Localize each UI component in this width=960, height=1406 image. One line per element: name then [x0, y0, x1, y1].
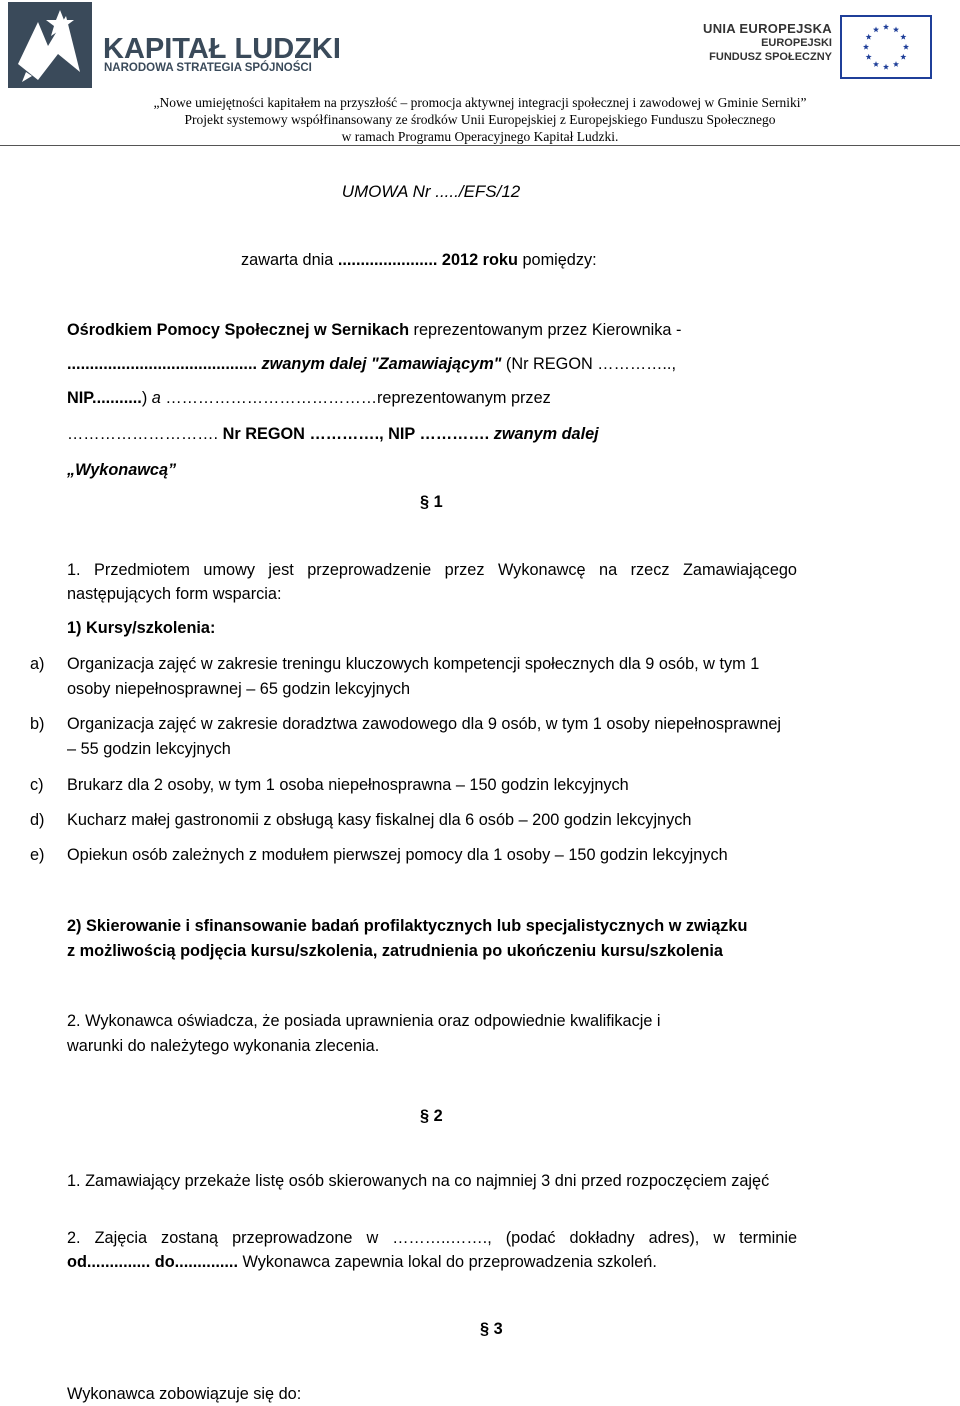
item-b-line1: Organizacja zajęć w zakresie doradztwa zawodowego dla 9 osób, w tym 1 osoby niepełnosprawnej	[67, 715, 782, 733]
project-info	[0, 94, 960, 145]
party3-regon-dots: ………….,	[309, 425, 384, 443]
party2-paren: )	[141, 389, 152, 407]
party1-regon-dots: …………..,	[597, 355, 676, 373]
project-line3: w ramach Programu Operacyjnego Kapitał Ludzki.	[341, 129, 619, 144]
contractor-label: „Wykonawcą”	[67, 461, 177, 479]
section-2-paragraph-2: 2. Zajęcia zostaną przeprowadzone w ………..……., (podać dokładny adres), w terminie	[67, 1229, 797, 1247]
date-fill: ......................	[337, 251, 438, 269]
item-b-label: b)	[30, 715, 45, 733]
party3-nip: NIP	[383, 425, 420, 443]
date-year: 2012 roku	[437, 251, 518, 269]
item-b-line2: – 55 godzin lekcyjnych	[67, 740, 231, 758]
section-2-heading: § 2	[420, 1107, 443, 1125]
section-1-paragraph-2-line1: 2. Wykonawca oświadcza, że posiada uprawnienia oraz odpowiednie kwalifikacje i	[67, 1012, 661, 1030]
eu-flag-icon	[840, 15, 932, 79]
project-line2: Projekt systemowy współfinansowany ze środków Unii Europejskiej z Europejskiego Funduszu Społecznego	[184, 112, 776, 127]
document-title: UMOWA Nr ...../EFS/12	[341, 182, 521, 201]
eu-logo-text	[703, 22, 832, 64]
party3-called: zwanym dalej	[489, 425, 599, 443]
eu-line2: EUROPEJSKI	[761, 37, 832, 49]
section-1-paragraph-2-line2: warunki do należytego wykonania zlecenia.	[67, 1037, 380, 1055]
section-1-subheading-1: 1) Kursy/szkolenia:	[67, 619, 216, 637]
party2-rep: reprezentowanym przez	[377, 389, 551, 407]
item-d-line1: Kucharz małej gastronomii z obsługą kasy fiskalnej dla 6 osób – 200 godzin lekcyjnych	[67, 811, 692, 829]
section-3-heading: § 3	[480, 1320, 503, 1338]
date-line	[241, 248, 597, 272]
party3-dots: ……………………….	[67, 425, 219, 443]
party1-name: Ośrodkiem Pomocy Społecznej w Sernikach	[67, 321, 410, 339]
item-a-line1: Organizacja zajęć w zakresie treningu kluczowych kompetencji społecznych dla 9 osób, w tym 1	[67, 655, 760, 673]
eu-line1: UNIA EUROPEJSKA	[703, 21, 832, 36]
section-2-paragraph-2-continuation	[67, 1250, 657, 1274]
term-from-to: od.............. do	[67, 1253, 175, 1271]
party3-nip-dots: ………….	[419, 425, 490, 443]
logo-subtitle: NARODOWA STRATEGIA SPÓJNOŚCI	[104, 62, 312, 74]
party2-nip: NIP...........	[67, 389, 142, 407]
section-3-paragraph-1: Wykonawca zobowiązuje się do:	[67, 1385, 302, 1403]
party1-regon: (Nr REGON	[505, 355, 598, 373]
section-2-paragraph-1: 1. Zamawiający przekaże listę osób skierowanych na co najmniej 3 dni przed rozpoczęciem zajęć	[67, 1172, 770, 1190]
party1-rest: reprezentowanym przez Kierownika -	[409, 321, 682, 339]
item-c-line1: Brukarz dla 2 osoby, w tym 1 osoba niepełnosprawna – 150 godzin lekcyjnych	[67, 776, 629, 794]
date-suffix: pomiędzy:	[517, 251, 597, 269]
item-e-line1: Opiekun osób zależnych z modułem pierwszej pomocy dla 1 osoby – 150 godzin lekcyjnych	[67, 846, 728, 864]
kapital-ludzki-emblem-icon	[8, 2, 98, 90]
party1-called: zwanym dalej "Zamawiającym"	[257, 355, 506, 373]
section-1-paragraph-1: 1. Przedmiotem umowy jest przeprowadzenie przez Wykonawcę na rzecz Zamawiającego następujących form wsparcia:	[67, 561, 797, 603]
eu-line3: FUNDUSZ SPOŁECZNY	[709, 51, 832, 63]
kapital-ludzki-logo	[8, 2, 341, 92]
party1-called-line	[67, 352, 676, 376]
project-line1: „Nowe umiejętności kapitałem na przyszłość – promocja aktywnej integracji społecznej i zawodowej w Gminie Serniki”	[153, 95, 807, 110]
item-a-label: a)	[30, 655, 45, 673]
logo-title: KAPITAŁ LUDZKI	[103, 33, 341, 65]
section-1-subheading-2-line2: z możliwością podjęcia kursu/szkolenia, zatrudnienia po ukończeniu kursu/szkolenia	[67, 942, 723, 960]
item-e-label: e)	[30, 846, 45, 864]
party2-line	[67, 386, 551, 410]
item-a-line2: osoby niepełnosprawnej – 65 godzin lekcyjnych	[67, 680, 411, 698]
item-d-label: d)	[30, 811, 45, 829]
party2-dots: …………………………………	[165, 389, 378, 407]
party2-a: a	[151, 389, 166, 407]
header-divider	[0, 145, 960, 146]
term-to-dots: ..............	[174, 1253, 238, 1271]
item-c-label: c)	[30, 776, 44, 794]
venue-sentence: Wykonawca zapewnia lokal do przeprowadzenia szkoleń.	[237, 1253, 657, 1271]
party3-regon: Nr REGON	[218, 425, 310, 443]
party1-dots: ..........................................	[67, 355, 257, 373]
section-1-subheading-2-line1: 2) Skierowanie i sfinansowanie badań profilaktycznych lub specjalistycznych w związku	[67, 917, 748, 935]
party1-line	[67, 318, 681, 342]
date-prefix: zawarta dnia	[241, 251, 338, 269]
section-1-heading: § 1	[420, 493, 443, 511]
party3-line	[67, 422, 599, 446]
